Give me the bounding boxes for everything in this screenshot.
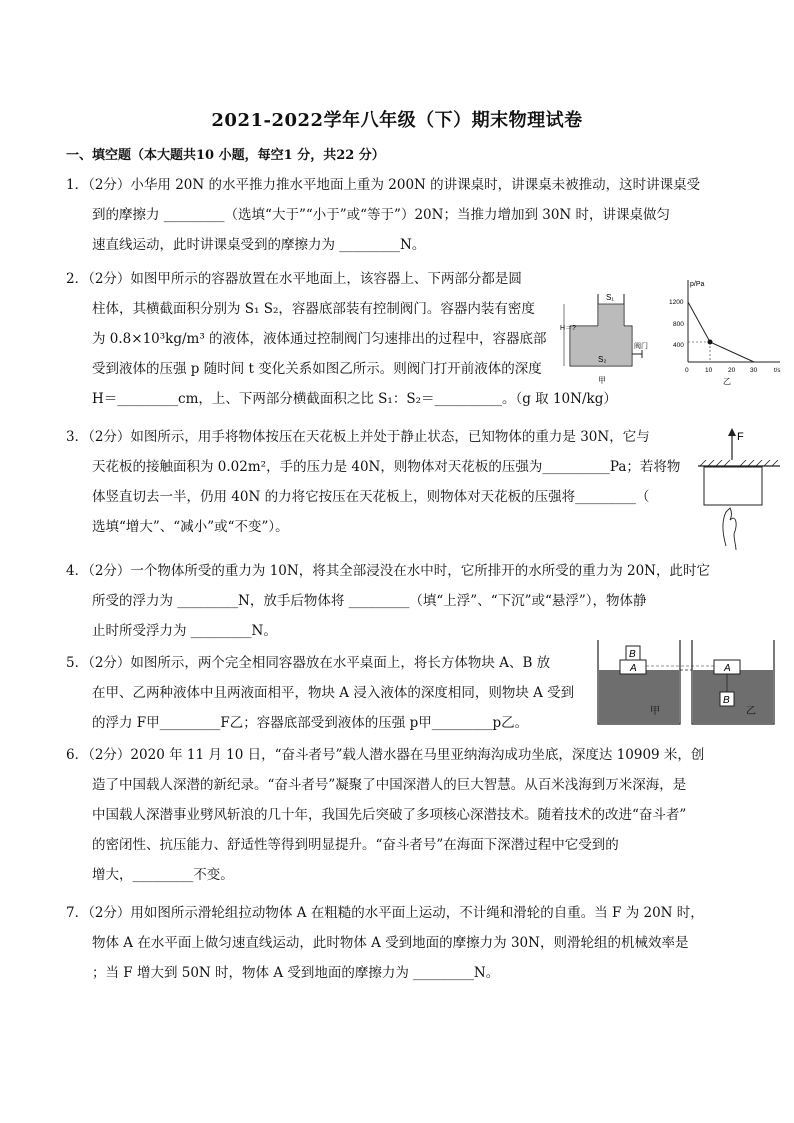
question-line: 1．（2分）小华用 20N 的水平推力推水平地面上重为 200N 的讲课桌时，讲课桌未被推动，这时讲课桌受 [66,177,701,193]
x-axis-label: t/s [774,368,781,374]
two-tanks-figure [594,636,784,730]
question-1 [66,170,736,260]
question-line: 的密闭性、抗压能力、舒适性等得到明显提升。“奋斗者号”在海面下深潜过程中它受到的 [92,837,619,853]
y-axis-label: p/Pa [690,281,705,288]
question-2 [66,264,617,414]
question-line: 增大，_________不变。 [92,867,234,883]
y-tick-label: 800 [673,321,684,328]
question-line: 止时所受浮力为 _________N。 [92,623,277,639]
question-line: 受到液体的压强 p 随时间 t 变化关系如图乙所示。则阀门打开前液体的深度 [92,361,542,377]
pressure-time-graph [668,274,788,390]
ceiling-figure [692,424,784,554]
y-tick-label: 400 [673,342,684,349]
question-line: 3．（2分）如图所示，用手将物体按压在天花板上并处于静止状态，已知物体的重力是 30N，它与 [66,429,650,445]
x-tick-label: 20 [728,367,736,374]
question-line: 选填“增大”、“减小”或“不变”）。 [92,519,289,535]
y-tick-label: 1200 [669,299,684,306]
question-5 [66,648,574,738]
s2-label: S₂ [598,355,607,364]
question-line: 的浮力 F甲_________F乙；容器底部受到液体的压强 p甲_________p乙。 [92,715,529,731]
force-label: F [737,431,744,443]
block-b-label: B [723,695,730,706]
question-line: 体竖直切去一半，仍用 40N 的力将它按压在天花板上，则物体对天花板的压强将_________（ [92,489,650,505]
x-tick-label: 30 [750,367,758,374]
question-line: 4．（2分）一个物体所受的重力为 10N，将其全部浸没在水中时，它所排开的水所受的重力为 20N，此时它 [66,563,710,579]
block-a-label: A [630,663,637,674]
series-line [688,302,754,362]
question-line: 5．（2分）如图所示，两个完全相同容器放在水平桌面上，将长方体物块 A、B 放 [66,655,551,671]
liquid-jia [599,670,679,723]
height-label: H＝? [560,325,576,332]
block-a-label: A [724,663,731,674]
question-line: 天花板的接触面积为 0.02m²，手的压力是 40N，则物体对天花板的压强为__________Pa；若将物 [92,459,681,475]
arrow-head-icon [728,428,736,436]
object-block [704,467,762,505]
question-6 [66,740,704,890]
ceiling-hatch [700,460,778,466]
question-line: 6．（2分）2020 年 11 月 10 日，“奋斗者号”载人潜水器在马里亚纳海沟成功坐底，深度达 10909 米，创 [66,747,705,763]
tank-caption: 乙 [746,706,756,717]
valve-label: 阀门 [634,343,648,350]
question-line: ；当 F 增大到 50N 时，物体 A 受到地面的摩擦力为 _________N。 [92,965,500,981]
container-figure [560,286,660,386]
question-line: 2．（2分）如图甲所示的容器放置在水平地面上，该容器上、下两部分都是圆 [66,271,522,287]
x-tick-label: 10 [705,367,713,374]
section-heading: 一、填空题（本大题共10 小题，每空1 分，共22 分） [66,148,385,163]
question-line: 柱体，其横截面积分别为 S₁ S₂，容器底部装有控制阀门。容器内装有密度 [92,301,535,317]
exam-title: 2021-2022学年八年级（下）期末物理试卷 [211,110,583,131]
block-b-label: B [629,649,636,660]
question-line: 中国载人深潜事业劈风斩浪的几十年，我国先后突破了多项核心深潜技术。随着技术的改进“奋斗者” [92,807,687,823]
question-7 [66,898,704,988]
question-line: 为 0.8×10³kg/m³ 的液体，液体通过控制阀门匀速排出的过程中，容器底部 [92,331,547,347]
question-line: 7．（2分）用如图所示滑轮组拉动物体 A 在粗糙的水平面上运动，不计绳和滑轮的自重。当 F 为 20N 时， [66,905,704,921]
question-line: 造了中国载人深潜的新纪录。“奋斗者号”凝聚了中国深潜人的巨大智慧。从百米浅海到万米深海，是 [92,777,687,793]
tank-caption: 甲 [650,706,660,717]
question-3 [66,422,680,542]
s1-label: S₁ [606,293,615,302]
figure-caption: 甲 [598,376,606,385]
hand-icon [723,508,736,550]
question-4 [66,556,710,646]
question-line: 物体 A 在水平面上做匀速直线运动，此时物体 A 受到地面的摩擦力为 30N，则滑轮组的机械效率是 [92,935,689,951]
question-line: 所受的浮力为 _________N，放手后物体将 _________（填“上浮”、“下沉”或“悬浮”），物体静 [92,593,647,609]
question-line: 到的摩擦力 _________（选填“大于”“小于”或“等于”）20N；当推力增加到 30N 时，讲课桌做匀 [92,207,671,223]
question-line: 在甲、乙两种液体中且两液面相平，物块 A 浸入液体的深度相同，则物块 A 受到 [92,685,575,701]
x-tick-label: 0 [685,367,689,374]
question-line: 速直线运动，此时讲课桌受到的摩擦力为 _________N。 [92,237,426,253]
figure-caption: 乙 [723,377,731,386]
question-line: H＝_________cm，上、下两部分横截面积之比 S₁：S₂＝__________。（g 取 10N/kg） [92,391,617,407]
